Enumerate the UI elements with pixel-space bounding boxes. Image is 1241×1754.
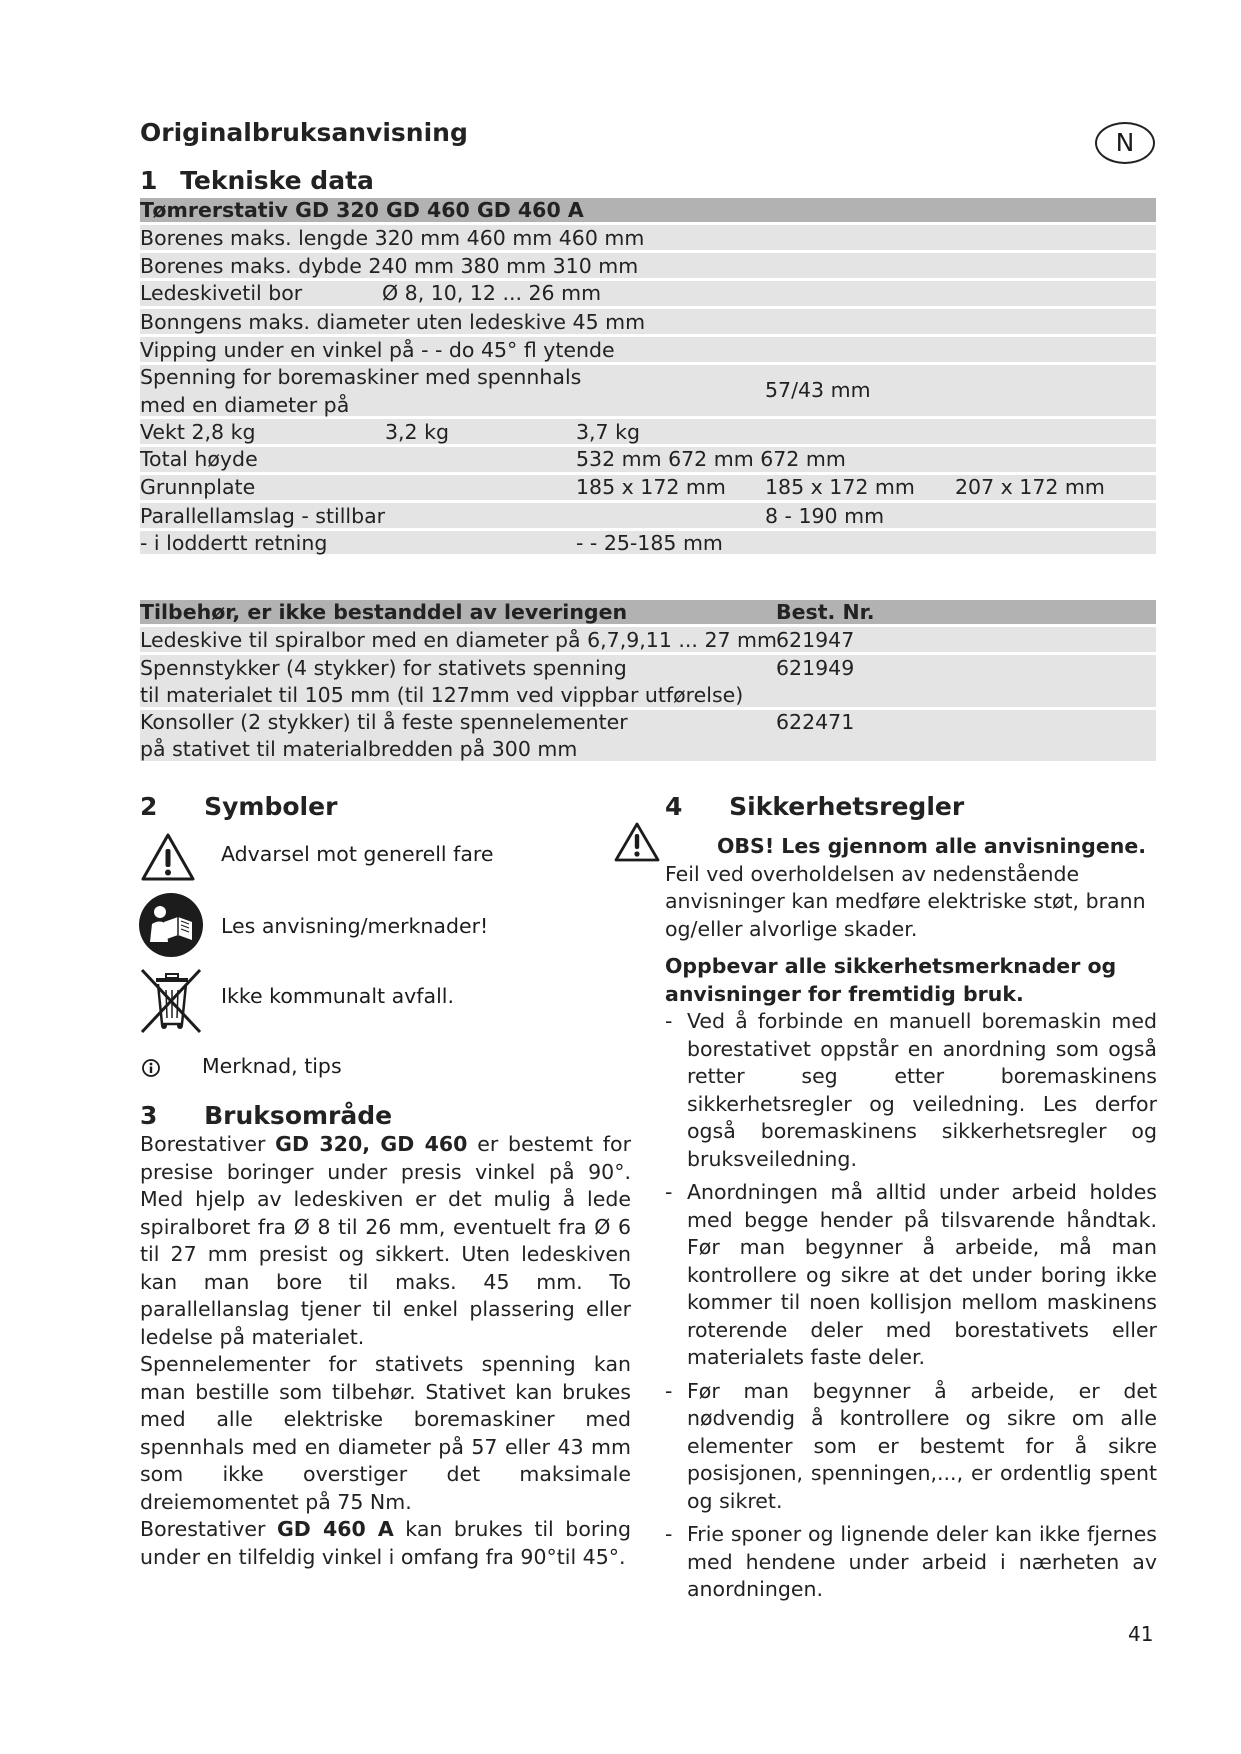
cell: Borenes maks. dybde 240 mm 380 mm 310 mm	[140, 254, 639, 278]
table-row	[140, 419, 1156, 447]
table-header-row	[140, 600, 1156, 627]
cell: Ledeskivetil bor	[140, 281, 303, 305]
cell: Spennstykker (4 stykker) for stativets spenning	[140, 656, 627, 680]
cell: Ledeskive til spiralbor med en diameter på 6,7,9,11 ... 27 mm	[140, 628, 777, 652]
cell: Vipping under en vinkel på - - do 45° fl ytende	[140, 338, 615, 362]
info-icon	[141, 1058, 161, 1078]
text: Feil ved overholdelsen av nedenstående anvisninger kan medføre elektriske støt, brann og/eller alvorlige skader.	[665, 861, 1146, 941]
document-title: Originalbruksanvisning	[140, 118, 468, 147]
warning-paragraph	[665, 833, 1157, 943]
symbol-label: Les anvisning/merknader!	[221, 914, 489, 938]
text: Borestativer	[140, 1132, 276, 1156]
table-row	[140, 337, 1156, 365]
section-4-body	[665, 833, 1157, 1610]
table-header-text: Best. Nr.	[776, 600, 875, 624]
symbol-label: Ikke kommunalt avfall.	[221, 984, 454, 1008]
section-number: 4	[665, 792, 683, 821]
cell: 57/43 mm	[765, 378, 871, 402]
table-row	[140, 447, 1156, 475]
table-row	[140, 503, 1156, 531]
cell: 532 mm 672 mm 672 mm	[576, 447, 846, 471]
language-badge: N	[1095, 122, 1155, 164]
section-number: 2	[140, 792, 158, 821]
paragraph	[140, 1516, 631, 1571]
safety-rules-list	[665, 1008, 1157, 1604]
text: kan brukes til boring under en tilfeldig vinkel i omfang fra 90°til 45°.	[140, 1517, 631, 1569]
cell: 621947	[776, 628, 855, 652]
cell: 185 x 172 mm	[576, 475, 726, 499]
read-manual-icon	[138, 892, 204, 958]
cell: 3,7 kg	[576, 420, 641, 444]
section-4-heading	[665, 792, 964, 821]
cell: Total høyde	[140, 447, 258, 471]
cell: 3,2 kg	[385, 420, 450, 444]
table-row	[140, 225, 1156, 253]
table-row	[140, 627, 1156, 655]
warning-title: OBS! Les gjennom alle anvisningene.	[717, 834, 1147, 858]
cell: 8 - 190 mm	[765, 504, 885, 528]
cell: Ø 8, 10, 12 ... 26 mm	[382, 281, 602, 305]
table-row	[140, 309, 1156, 337]
model-name: GD 460 A	[276, 1517, 394, 1541]
cell: Konsoller (2 stykker) til å feste spennelementer	[140, 710, 628, 734]
cell: Bonngens maks. diameter uten ledeskive 45 mm	[140, 310, 646, 334]
table-header-row	[140, 198, 1156, 225]
list-item: - Før man begynner å arbeide, er det nødvendig å kontrollere og sikre om alle elementer som er bestemt for å sikre posisjonen, spenningen,..., er ordentlig spent og sikret.	[665, 1378, 1157, 1516]
section-title: Tekniske data	[180, 166, 374, 195]
cell: - i loddertt retning	[140, 531, 328, 555]
section-number: 1	[140, 166, 158, 195]
cell: 622471	[776, 710, 855, 734]
cell: Parallellamslag - stillbar	[140, 504, 386, 528]
cell: Grunnplate	[140, 475, 256, 499]
list-item: - Anordningen må alltid under arbeid holdes med begge hender på tilsvarende håndtak. Før man begynner å arbeide, må man kontrollere og sikre at det under boring ikke kommer til noen kollisjon mellom maskinens roterende deler med borestativets eller materialets faste deler.	[665, 1179, 1157, 1372]
page-number: 41	[1128, 1622, 1154, 1646]
section-title: Symboler	[204, 792, 338, 821]
table-row	[140, 281, 1156, 309]
warning-icon	[140, 832, 196, 882]
accessories-table	[140, 600, 1156, 764]
cell: 621949	[776, 656, 855, 680]
cell: 185 x 172 mm	[765, 475, 915, 499]
table-row	[140, 655, 1156, 710]
cell: på stativet til materialbredden på 300 mm	[140, 737, 578, 761]
cell: til materialet til 105 mm (til 127mm ved vippbar utførelse)	[140, 683, 744, 707]
table-header-text: Tilbehør, er ikke bestanddel av leveringen	[140, 600, 628, 624]
section-3-heading	[140, 1101, 392, 1130]
cell: Spenning for boremaskiner med spennhals	[140, 365, 582, 389]
table-header-text: Tømrerstativ GD 320 GD 460 GD 460 A	[140, 198, 584, 222]
model-name: GD 320, GD 460	[275, 1132, 468, 1156]
keep-instructions-note: Oppbevar alle sikkerhetsmerknader og anvisninger for fremtidig bruk.	[665, 954, 1117, 1006]
table-row	[140, 253, 1156, 281]
cell: Vekt 2,8 kg	[140, 420, 256, 444]
table-row	[140, 365, 1156, 419]
list-item: - Frie sponer og lignende deler kan ikke fjernes med hendene under arbeid i nærheten av anordningen.	[665, 1521, 1157, 1604]
section-3-body	[140, 1131, 631, 1571]
section-title: Bruksområde	[204, 1101, 393, 1130]
symbol-label: Merknad, tips	[202, 1054, 342, 1078]
symbol-label: Advarsel mot generell fare	[221, 842, 494, 866]
table-row	[140, 475, 1156, 503]
cell: med en diameter på	[140, 393, 350, 417]
text: Borestativer	[140, 1517, 277, 1541]
cell: 207 x 172 mm	[955, 475, 1105, 499]
section-2-heading	[140, 792, 337, 821]
section-title: Sikkerhetsregler	[729, 792, 965, 821]
warning-icon	[613, 821, 661, 871]
cell: Borenes maks. lengde 320 mm 460 mm 460 mm	[140, 226, 645, 250]
text: er bestemt for presise boringer under presis vinkel på 90°. Med hjelp av ledeskiven er det mulig å lede spiralboret fra Ø 8 til 26 mm, eventuelt fra Ø 6 til 27 mm presist og sikkert. Uten ledeskiven kan man bore til maks. 45 mm. To parallellanslag tjener til enkel plassering eller ledelse på materialet.	[140, 1132, 631, 1349]
table-row	[140, 710, 1156, 764]
table-row	[140, 531, 1156, 557]
no-household-waste-icon	[138, 966, 206, 1036]
section-1-heading	[140, 166, 374, 195]
paragraph: Spennelementer for stativets spenning kan man bestille som tilbehør. Stativet kan brukes med alle elektriske boremaskiner med spennhals med en diameter på 57 eller 43 mm som ikke overstiger det maksimale dreiemomentet på 75 Nm.	[140, 1352, 631, 1514]
cell: - - 25-185 mm	[576, 531, 723, 555]
list-item: - Ved å forbinde en manuell boremaskin med borestativet oppstår en anordning som også retter seg etter boremaskinens sikkerhetsregler og veiledning. Les derfor også boremaskinens sikkerhetsregler og bruksveiledning.	[665, 1008, 1157, 1173]
paragraph	[140, 1131, 631, 1351]
tech-data-table	[140, 198, 1156, 557]
section-number: 3	[140, 1101, 158, 1130]
